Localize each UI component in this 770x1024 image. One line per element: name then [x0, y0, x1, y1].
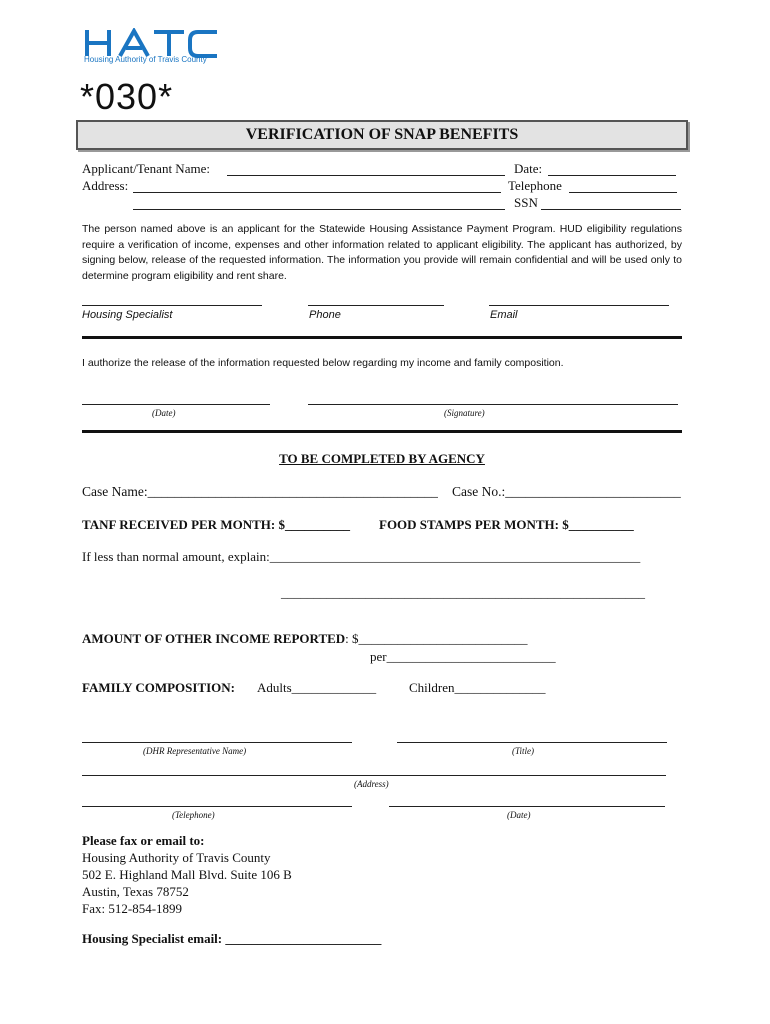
email-label: Email [490, 309, 518, 321]
address-field[interactable] [133, 192, 501, 193]
dhr-representative-field[interactable] [82, 742, 352, 743]
phone-field[interactable] [308, 305, 444, 306]
contact-line-2: 502 E. Highland Mall Blvd. Suite 106 B [82, 867, 292, 882]
date-field[interactable] [548, 175, 676, 176]
housing-specialist-field[interactable] [82, 305, 262, 306]
agency-date-field[interactable] [389, 806, 665, 807]
date-label: Date: [514, 161, 543, 176]
dhr-representative-caption: (DHR Representative Name) [143, 746, 247, 756]
children-field[interactable]: Children______________ [409, 680, 546, 695]
agency-heading: TO BE COMPLETED BY AGENCY [279, 451, 485, 466]
signature-field[interactable] [308, 404, 678, 405]
case-no-field[interactable]: Case No.:__________________________ [452, 484, 681, 499]
phone-label: Phone [309, 309, 341, 321]
logo [84, 28, 224, 68]
form-title: VERIFICATION OF SNAP BENEFITS [245, 126, 519, 143]
contact-line-1: Housing Authority of Travis County [82, 850, 271, 865]
telephone-label: Telephone [508, 178, 562, 193]
family-composition-label: FAMILY COMPOSITION: [82, 680, 235, 695]
agency-telephone-caption: (Telephone) [172, 810, 215, 820]
explain-field-cont[interactable]: ________________________________________________________ [281, 585, 645, 600]
title-field[interactable] [397, 742, 667, 743]
telephone-field[interactable] [569, 192, 677, 193]
authorization-date-caption: (Date) [152, 408, 176, 418]
signature-caption: (Signature) [444, 408, 485, 418]
form-code: *030* [80, 76, 174, 117]
title-box [76, 120, 688, 150]
title-caption: (Title) [512, 746, 534, 756]
email-field[interactable] [489, 305, 669, 306]
ssn-field[interactable] [541, 209, 681, 210]
tanf-field[interactable]: TANF RECEIVED PER MONTH: $__________ [82, 517, 350, 532]
hatc-logo-mark [84, 28, 224, 58]
address-label: Address: [82, 178, 129, 193]
section-divider-2 [82, 430, 682, 433]
other-income-per-field[interactable]: per__________________________ [370, 649, 556, 664]
logo-org-name: Housing Authority of Travis County [84, 55, 207, 64]
adults-field[interactable]: Adults_____________ [257, 680, 377, 695]
section-divider-1 [82, 336, 682, 339]
case-name-field[interactable]: Case Name:___________________________________________ [82, 484, 438, 499]
housing-specialist-email-field[interactable]: Housing Specialist email: ________________________ [82, 931, 382, 946]
other-income-field[interactable]: : $__________________________ [345, 631, 528, 646]
contact-line-3: Austin, Texas 78752 [82, 884, 189, 899]
other-income-row [82, 631, 528, 647]
ssn-label: SSN [514, 195, 538, 210]
contact-block [82, 832, 292, 917]
other-income-label: AMOUNT OF OTHER INCOME REPORTED [82, 631, 346, 646]
food-stamps-field[interactable]: FOOD STAMPS PER MONTH: $__________ [379, 517, 634, 532]
agency-date-caption: (Date) [507, 810, 531, 820]
contact-line-4: Fax: 512-854-1899 [82, 901, 183, 916]
housing-specialist-label: Housing Specialist [82, 309, 173, 321]
authorization-date-field[interactable] [82, 404, 270, 405]
applicant-name-field[interactable] [227, 175, 505, 176]
agency-address-caption: (Address) [354, 779, 389, 789]
explain-field[interactable]: If less than normal amount, explain:_________________________________________________________ [82, 549, 641, 564]
agency-address-field[interactable] [82, 775, 666, 776]
applicant-label: Applicant/Tenant Name: [82, 161, 210, 176]
agency-telephone-field[interactable] [82, 806, 352, 807]
intro-paragraph: The person named above is an applicant for the Statewide Housing Assistance Payment Program. HUD eligibility regulations require a verification of income, expenses and other information related to applicant eligibility. The applicant has authorized, by signing below, release of the requested information. The information you provide will remain confidential and will be used only to determine program eligibility and rent share. [82, 223, 682, 282]
address-field-line2[interactable] [133, 209, 505, 210]
contact-heading: Please fax or email to: [82, 833, 205, 848]
authorization-text: I authorize the release of the information requested below regarding my income and family composition. [82, 357, 564, 369]
